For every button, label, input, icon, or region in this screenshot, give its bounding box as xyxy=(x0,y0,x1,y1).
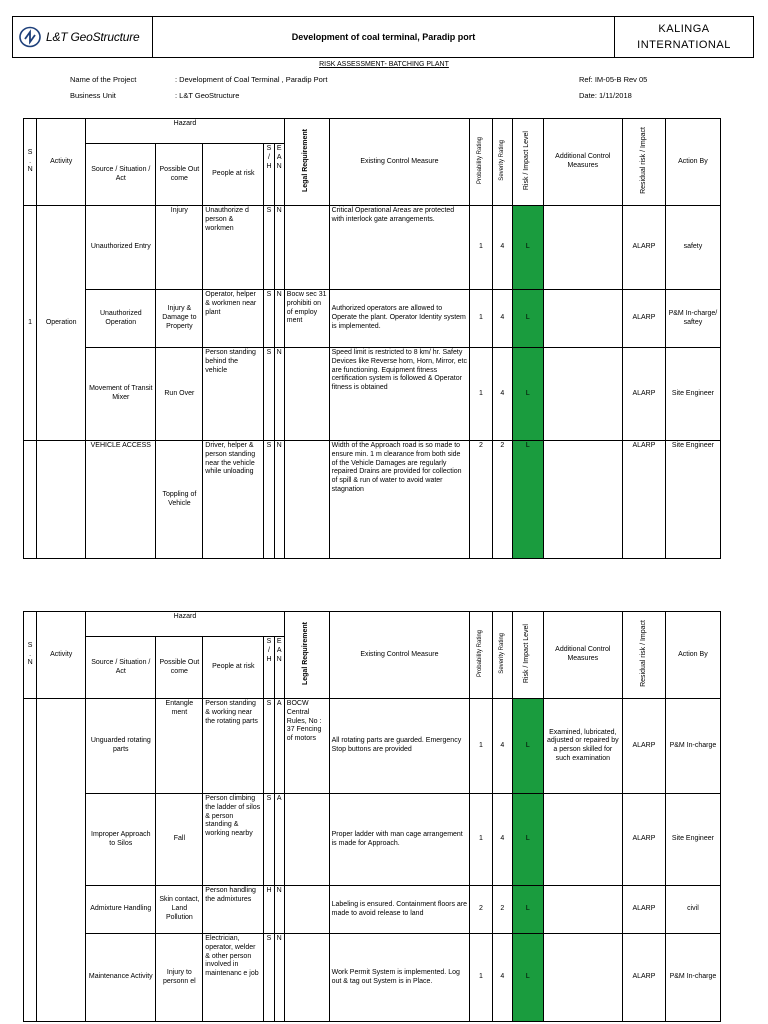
table-row xyxy=(24,934,721,1022)
col-header-additional: Additional Control Measures xyxy=(543,119,622,206)
row-sh: S xyxy=(264,934,274,1022)
row-legal: BOCW Central Rules, No : 37 Fencing of motors xyxy=(284,699,329,794)
lt-logo-icon xyxy=(19,26,41,48)
row-action: P&M In-charge xyxy=(665,699,720,794)
document-title: Development of coal terminal, Paradip port xyxy=(153,17,615,57)
company-logo xyxy=(13,17,153,57)
row-control: Speed limit is restricted to 8 km/ hr. Safety Devices like Reverse horn, Horn, Mirror, etc are functioning. Equipment fitness certification system is followed & Operator fitness is obtained xyxy=(329,348,470,441)
row-activity: Operation xyxy=(37,206,86,441)
row-people: Operator, helper & workmen near plant xyxy=(203,290,264,348)
project-label: Name of the Project xyxy=(70,75,137,84)
col-header-people: People at risk xyxy=(203,637,264,699)
row-control: All rotating parts are guarded. Emergency Stop buttons are provided xyxy=(329,699,470,794)
table-row xyxy=(24,441,721,559)
col-header-residual-label: Residual risk / Impact xyxy=(639,126,647,194)
col-header-probability xyxy=(470,612,492,699)
document-header xyxy=(12,16,754,58)
col-header-risk-label: Risk / Impact Level xyxy=(523,130,531,190)
col-header-activity: Activity xyxy=(37,119,86,206)
header-row-1 xyxy=(24,612,721,637)
col-header-legal-label: Legal Requirement xyxy=(302,128,310,192)
row-sh: S xyxy=(264,348,274,441)
col-header-activity: Activity xyxy=(37,612,86,699)
row-probability: 1 xyxy=(470,348,492,441)
logo-text: L&T GeoStructure xyxy=(46,30,140,44)
row-additional xyxy=(543,886,622,934)
row-outcome: Entangle ment xyxy=(156,699,203,794)
row-residual: ALARP xyxy=(623,290,666,348)
row-residual: ALARP xyxy=(623,441,666,559)
col-header-legal xyxy=(284,119,329,206)
company-name xyxy=(615,17,753,57)
row-action: civil xyxy=(665,886,720,934)
company-name-line2: INTERNATIONAL xyxy=(637,39,731,51)
row-ea: N xyxy=(274,206,284,290)
row-people: Person standing & working near the rotating parts xyxy=(203,699,264,794)
business-unit-value: : L&T GeoStructure xyxy=(175,91,240,100)
row-action: P&M In-charge/ saftey xyxy=(665,290,720,348)
row-residual: ALARP xyxy=(623,794,666,886)
table-row xyxy=(24,886,721,934)
row-action: Site Engineer xyxy=(665,441,720,559)
row-sh: S xyxy=(264,206,274,290)
row-sh: H xyxy=(264,886,274,934)
col-header-severity xyxy=(492,119,512,206)
col-header-control: Existing Control Measure xyxy=(329,119,470,206)
row-people: Person climbing the ladder of silos & person standing & working nearby xyxy=(203,794,264,886)
col-header-residual xyxy=(623,612,666,699)
row-ea: N xyxy=(274,441,284,559)
row-legal xyxy=(284,348,329,441)
col-header-additional: Additional Control Measures xyxy=(543,612,622,699)
table-row xyxy=(24,206,721,290)
row-outcome: Injury to personn el xyxy=(156,934,203,1022)
row-severity: 4 xyxy=(492,934,512,1022)
row-source: Improper Approach to Silos xyxy=(86,794,156,886)
col-header-sn: S . N xyxy=(24,119,37,206)
row-probability: 1 xyxy=(470,206,492,290)
row-control: Critical Operational Areas are protected with interlock gate arrangements. xyxy=(329,206,470,290)
row-sh: S xyxy=(264,794,274,886)
row-ea: N xyxy=(274,934,284,1022)
row-probability: 2 xyxy=(470,441,492,559)
reference-number: Ref: IM-05-B Rev 05 xyxy=(579,75,648,84)
row-activity xyxy=(37,441,86,559)
row-sh: S xyxy=(264,290,274,348)
row-residual: ALARP xyxy=(623,206,666,290)
row-risk-level: L xyxy=(513,441,544,559)
col-header-control: Existing Control Measure xyxy=(329,612,470,699)
col-header-source: Source / Situation / Act xyxy=(86,637,156,699)
row-risk-level: L xyxy=(513,348,544,441)
row-ea: N xyxy=(274,886,284,934)
row-sn xyxy=(24,699,37,1022)
row-people: Unauthorize d person & workmen xyxy=(203,206,264,290)
table-row xyxy=(24,290,721,348)
row-severity: 4 xyxy=(492,290,512,348)
col-header-outcome: Possible Out come xyxy=(156,144,203,206)
row-additional xyxy=(543,348,622,441)
row-source: Unauthorized Entry xyxy=(86,206,156,290)
row-outcome: Injury xyxy=(156,206,203,290)
row-outcome: Injury & Damage to Property xyxy=(156,290,203,348)
col-header-outcome: Possible Out come xyxy=(156,637,203,699)
row-ea: N xyxy=(274,290,284,348)
row-probability: 1 xyxy=(470,290,492,348)
row-control: Work Permit System is implemented. Log out & tag out System is in Place. xyxy=(329,934,470,1022)
row-risk-level: L xyxy=(513,886,544,934)
risk-table-1 xyxy=(23,118,721,559)
col-header-risk-label: Risk / Impact Level xyxy=(523,623,531,683)
table-row xyxy=(24,794,721,886)
row-legal xyxy=(284,794,329,886)
row-outcome: Fall xyxy=(156,794,203,886)
row-severity: 4 xyxy=(492,348,512,441)
row-source: Unauthorized Operation xyxy=(86,290,156,348)
row-control: Width of the Approach road is so made to ensure min. 1 m clearance from both side of the Vehicle Damages are regularly repaired Drains are provided for collection of spill & run of water to avoid water stagnation xyxy=(329,441,470,559)
row-additional xyxy=(543,441,622,559)
col-header-severity-label: Severity Rating xyxy=(498,632,505,674)
row-people: Person standing behind the vehicle xyxy=(203,348,264,441)
row-risk-level: L xyxy=(513,699,544,794)
row-ea: A xyxy=(274,699,284,794)
col-header-source: Source / Situation / Act xyxy=(86,144,156,206)
row-residual: ALARP xyxy=(623,699,666,794)
row-probability: 1 xyxy=(470,934,492,1022)
row-residual: ALARP xyxy=(623,348,666,441)
header-row-1 xyxy=(24,119,721,144)
row-source: Maintenance Activity xyxy=(86,934,156,1022)
col-header-legal-label: Legal Requirement xyxy=(302,621,310,685)
row-severity: 4 xyxy=(492,699,512,794)
row-sh: S xyxy=(264,441,274,559)
col-header-risk xyxy=(513,612,544,699)
row-action: Site Engineer xyxy=(665,794,720,886)
row-legal: Bocw sec 31 prohibiti on of employ ment xyxy=(284,290,329,348)
col-header-residual-label: Residual risk / Impact xyxy=(639,619,647,687)
col-header-legal xyxy=(284,612,329,699)
assessment-prefix: RISK ASSESSMENT- xyxy=(319,61,389,68)
table-row xyxy=(24,699,721,794)
col-header-probability-label: Probability Rating xyxy=(477,629,484,677)
row-sn: 1 xyxy=(24,206,37,441)
col-header-sh: S / H xyxy=(264,144,274,206)
row-action: P&M In-charge xyxy=(665,934,720,1022)
assessment-heading xyxy=(0,61,768,68)
col-header-severity xyxy=(492,612,512,699)
project-value: : Development of Coal Terminal , Paradip Port xyxy=(175,75,328,84)
row-risk-level: L xyxy=(513,290,544,348)
row-sh: S xyxy=(264,699,274,794)
col-header-hazard: Hazard xyxy=(86,612,285,637)
row-additional xyxy=(543,794,622,886)
row-probability: 1 xyxy=(470,699,492,794)
row-probability: 1 xyxy=(470,794,492,886)
company-name-line1: KALINGA xyxy=(658,23,710,35)
row-people: Person handling the admixtures xyxy=(203,886,264,934)
col-header-sh: S / H xyxy=(264,637,274,699)
row-legal xyxy=(284,206,329,290)
row-risk-level: L xyxy=(513,794,544,886)
row-legal xyxy=(284,886,329,934)
row-residual: ALARP xyxy=(623,886,666,934)
row-residual: ALARP xyxy=(623,934,666,1022)
row-activity xyxy=(37,699,86,1022)
col-header-ea: E A N xyxy=(274,637,284,699)
col-header-ea: E A N xyxy=(274,144,284,206)
row-source: VEHICLE ACCESS xyxy=(86,441,156,559)
row-risk-level: L xyxy=(513,934,544,1022)
row-additional xyxy=(543,934,622,1022)
row-risk-level: L xyxy=(513,206,544,290)
row-outcome: Skin contact, Land Pollution xyxy=(156,886,203,934)
row-additional: Examined, lubricated, adjusted or repaired by a person skilled for such examination xyxy=(543,699,622,794)
col-header-action: Action By xyxy=(665,119,720,206)
row-control: Authorized operators are allowed to Operate the plant. Operator Identity system is implemented. xyxy=(329,290,470,348)
row-control: Labeling is ensured. Containment floors are made to avoid release to land xyxy=(329,886,470,934)
row-outcome: Toppling of Vehicle xyxy=(156,441,203,559)
business-unit-label: Business Unit xyxy=(70,91,116,100)
col-header-probability xyxy=(470,119,492,206)
col-header-hazard: Hazard xyxy=(86,119,285,144)
col-header-residual xyxy=(623,119,666,206)
row-legal xyxy=(284,934,329,1022)
row-probability: 2 xyxy=(470,886,492,934)
row-action: Site Engineer xyxy=(665,348,720,441)
row-severity: 2 xyxy=(492,441,512,559)
row-people: Driver, helper & person standing near the vehicle while unloading xyxy=(203,441,264,559)
row-severity: 4 xyxy=(492,206,512,290)
row-ea: A xyxy=(274,794,284,886)
row-additional xyxy=(543,290,622,348)
col-header-sn: S . N xyxy=(24,612,37,699)
row-sn xyxy=(24,441,37,559)
row-legal xyxy=(284,441,329,559)
document-date: Date: 1/11/2018 xyxy=(579,91,632,100)
col-header-probability-label: Probability Rating xyxy=(477,136,484,184)
assessment-name: BATCHING PLANT xyxy=(388,61,449,68)
row-source: Movement of Transit Mixer xyxy=(86,348,156,441)
row-additional xyxy=(543,206,622,290)
col-header-people: People at risk xyxy=(203,144,264,206)
row-control: Proper ladder with man cage arrangement is made for Approach. xyxy=(329,794,470,886)
table-row xyxy=(24,348,721,441)
row-action: safety xyxy=(665,206,720,290)
row-severity: 2 xyxy=(492,886,512,934)
row-source: Unguarded rotating parts xyxy=(86,699,156,794)
col-header-risk xyxy=(513,119,544,206)
row-people: Electrician, operator, welder & other person involved in maintenanc e job xyxy=(203,934,264,1022)
row-outcome: Run Over xyxy=(156,348,203,441)
risk-table-2 xyxy=(23,611,721,1022)
row-severity: 4 xyxy=(492,794,512,886)
col-header-severity-label: Severity Rating xyxy=(498,139,505,181)
row-ea: N xyxy=(274,348,284,441)
col-header-action: Action By xyxy=(665,612,720,699)
row-source: Admixture Handling xyxy=(86,886,156,934)
